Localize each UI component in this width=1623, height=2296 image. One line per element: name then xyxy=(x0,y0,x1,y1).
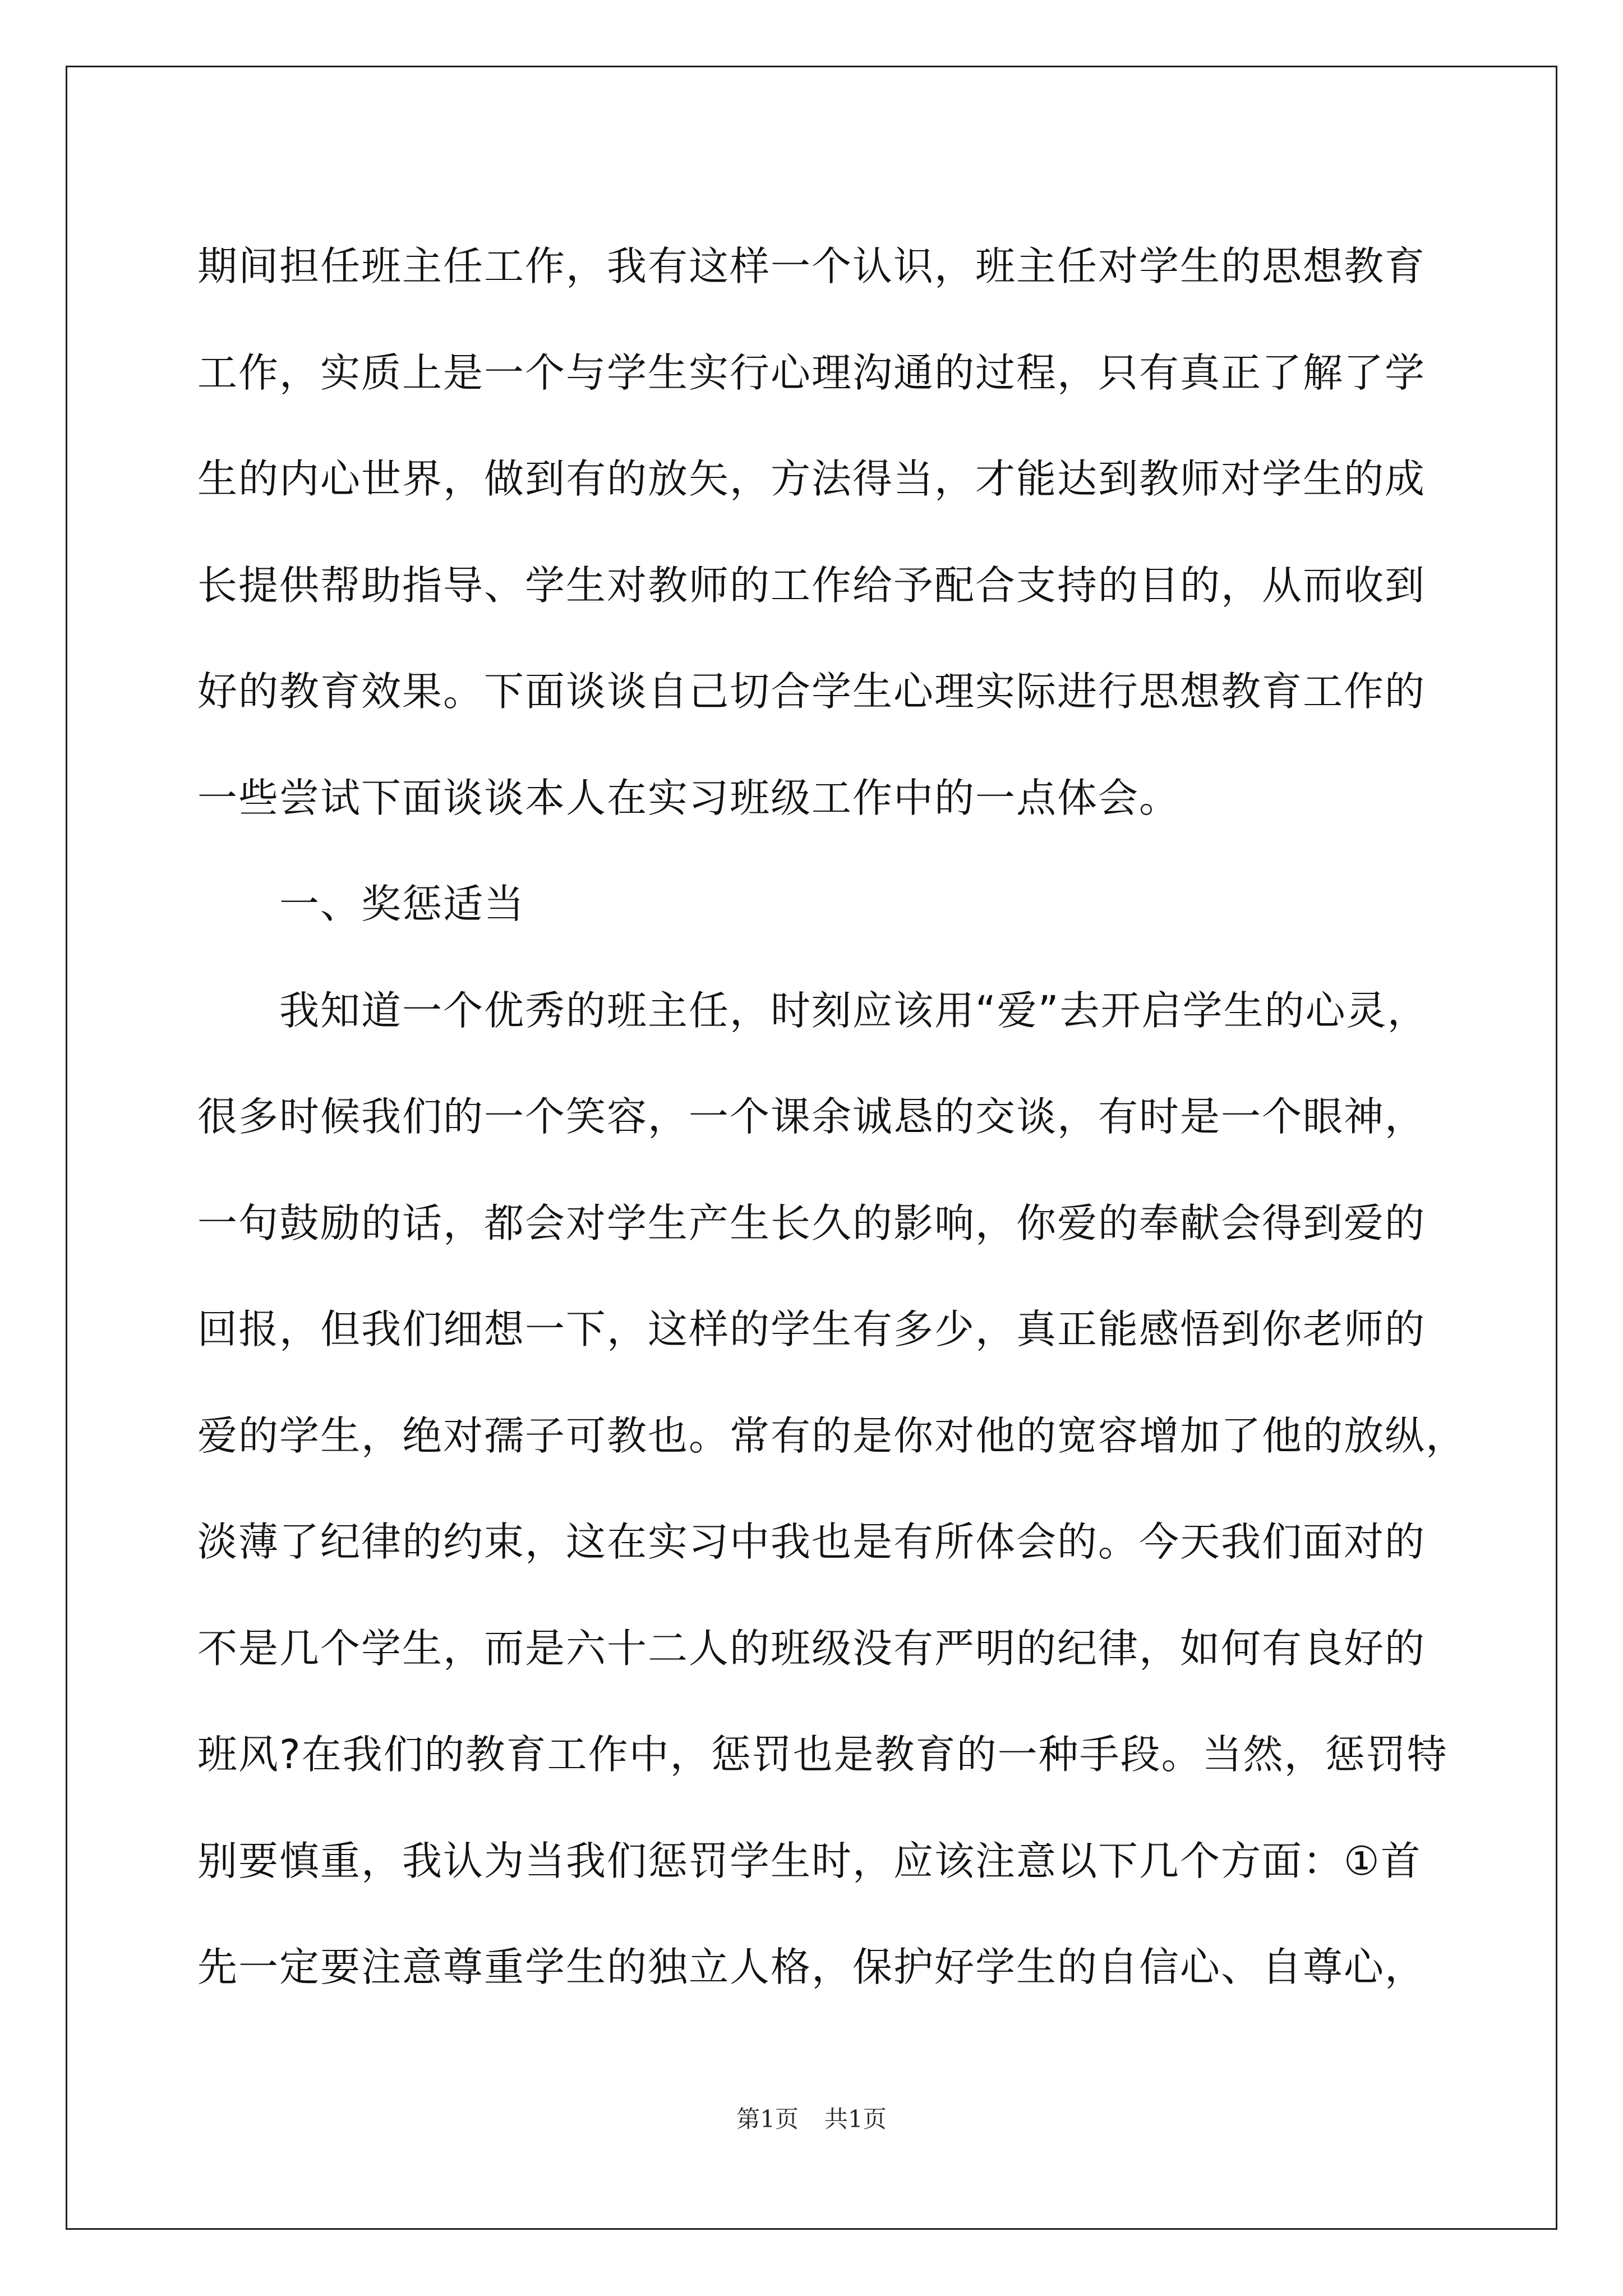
text-line: 先一定要注意尊重学生的独立人格，保护好学生的自信心、自尊心， xyxy=(197,1944,1426,1990)
text-line: 一些尝试下面谈谈本人在实习班级工作中的一点体会。 xyxy=(197,774,1181,821)
section-heading: 一、奖惩适当 xyxy=(279,881,525,927)
text-line: 爱的学生，绝对孺子可教也。常有的是你对他的宽容增加了他的放纵， xyxy=(197,1412,1467,1459)
text-line: 生的内心世界，做到有的放矢，方法得当，才能达到教师对学生的成 xyxy=(197,455,1426,502)
page-number: 第1页 xyxy=(736,2105,799,2133)
text-line: 回报，但我们细想一下，这样的学生有多少，真正能感悟到你老师的 xyxy=(197,1306,1426,1352)
text-line: 不是几个学生，而是六十二人的班级没有严明的纪律，如何有良好的 xyxy=(197,1625,1426,1672)
text-line: 一句鼓励的话，都会对学生产生长久的影响，你爱的奉献会得到爱的 xyxy=(197,1199,1426,1246)
document-body xyxy=(197,213,1467,2021)
text-line: 长提供帮助指导、学生对教师的工作给予配合支持的目的，从而收到 xyxy=(197,562,1426,609)
text-line: 班风?在我们的教育工作中，惩罚也是教育的一种手段。当然，惩罚特 xyxy=(197,1731,1448,1778)
page-total: 共1页 xyxy=(824,2105,887,2133)
text-line: 别要慎重，我认为当我们惩罚学生时，应该注意以下几个方面：①首 xyxy=(197,1837,1422,1884)
text-line: 期间担任班主任工作，我有这样一个认识，班主任对学生的思想教育 xyxy=(197,243,1426,289)
text-line: 工作，实质上是一个与学生实行心理沟通的过程，只有真正了解了学 xyxy=(197,349,1426,396)
text-line: 我知道一个优秀的班主任，时刻应该用“爱”去开启学生的心灵， xyxy=(279,987,1428,1034)
text-line: 很多时候我们的一个笑容，一个课余诚恳的交谈，有时是一个眼神， xyxy=(197,1093,1426,1140)
text-line: 淡薄了纪律的约束，这在实习中我也是有所体会的。今天我们面对的 xyxy=(197,1519,1426,1565)
page-footer xyxy=(0,2101,1623,2134)
text-line: 好的教育效果。下面谈谈自己切合学生心理实际进行思想教育工作的 xyxy=(197,668,1426,715)
